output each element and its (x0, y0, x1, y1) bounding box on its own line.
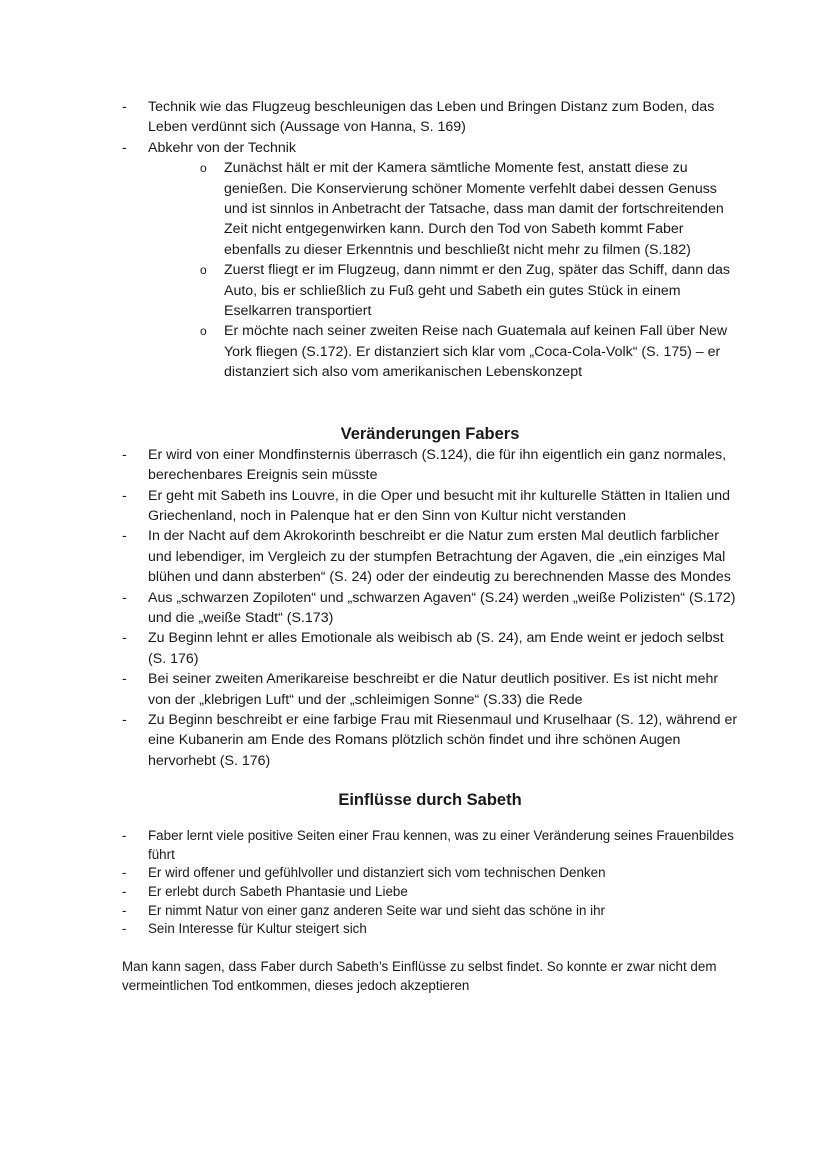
list-item: - Zu Beginn lehnt er alles Emotionale als weibisch ab (S. 24), am Ende weint er jedoch selbst (S. 176) (122, 628, 738, 669)
list-item-label: Abkehr von der Technik (148, 139, 297, 156)
technik-list (122, 97, 738, 383)
list-item: - Sein Interesse für Kultur steigert sich (122, 920, 738, 939)
list-item: - Er nimmt Natur von einer ganz anderen Seite war und sieht das schöne in ihr (122, 902, 738, 921)
technik-sublist (148, 158, 738, 382)
list-item (122, 138, 738, 383)
list-item: - Bei seiner zweiten Amerikareise beschreibt er die Natur deutlich positiver. Es ist nicht mehr von der „klebrigen Luft“ und der „schleimigen Sonne“ (S.33) die Rede (122, 669, 738, 710)
list-item: - In der Nacht auf dem Akrokorinth beschreibt er die Natur zum ersten Mal deutlich farblicher und lebendiger, im Vergleich zu der stumpfen Betrachtung der Agaven, die „ein einziges Mal blühen und dann absterben“ (S. 24) oder der eindeutig zu berechnenden Masse des Mondes (122, 526, 738, 587)
einfluesse-list (122, 827, 738, 939)
heading-veraenderungen: Veränderungen Fabers (340, 424, 520, 443)
veraenderungen-list (122, 445, 738, 772)
heading-einfluesse: Einflüsse durch Sabeth (338, 791, 522, 810)
sub-list-item: o Zunächst hält er mit der Kamera sämtliche Momente fest, anstatt diese zu genießen. Die Konservierung schöner Momente verfehlt dabei dessen Genuss und ist sinnlos in Anbetracht der Tatsache, dass man damit der fortschreitenden Zeit nicht entgegenwirken kann. Durch den Tod von Sabeth kommt Faber ebenfalls zu dieser Erkenntnis und beschließt nicht mehr zu filmen (S.182) (198, 158, 738, 260)
list-item: - Technik wie das Flugzeug beschleunigen das Leben und Bringen Distanz zum Boden, das Leben verdünnt sich (Aussage von Hanna, S. 169) (122, 97, 738, 138)
conclusion-paragraph: Man kann sagen, dass Faber durch Sabeth’s Einflüsse zu selbst findet. So konnte er zwar nicht dem vermeintlichen Tod entkommen, dieses jedoch akzeptieren (122, 958, 717, 994)
list-item: - Er wird offener und gefühlvoller und distanziert sich vom technischen Denken (122, 864, 738, 883)
list-item: - Faber lernt viele positive Seiten einer Frau kennen, was zu einer Veränderung seines Frauenbildes führt (122, 827, 738, 864)
list-item: - Er erlebt durch Sabeth Phantasie und Liebe (122, 883, 738, 902)
list-item: - Er wird von einer Mondfinsternis überrasch (S.124), die für ihn eigentlich ein ganz normales, berechenbares Ereignis sein müsste (122, 445, 738, 486)
sub-list-item: o Zuerst fliegt er im Flugzeug, dann nimmt er den Zug, später das Schiff, dann das Auto, bis er schließlich zu Fuß geht und Sabeth ein gutes Stück in einem Eselkarren transportiert (198, 260, 738, 321)
list-item: - Er geht mit Sabeth ins Louvre, in die Oper und besucht mit ihr kulturelle Stätten in Italien und Griechenland, noch in Palenque hat er den Sinn von Kultur nicht verstanden (122, 486, 738, 527)
sub-list-item: o Er möchte nach seiner zweiten Reise nach Guatemala auf keinen Fall über New York fliegen (S.172). Er distanziert sich klar vom „Coca-Cola-Volk“ (S. 175) – er distanziert sich also vom amerikanischen Lebenskonzept (198, 321, 738, 382)
list-item: - Zu Beginn beschreibt er eine farbige Frau mit Riesenmaul und Kruselhaar (S. 12), während er eine Kubanerin am Ende des Romans plötzlich schön findet und ihre schönen Augen hervorhebt (S. 176) (122, 710, 738, 771)
list-item: - Aus „schwarzen Zopiloten“ und „schwarzen Agaven“ (S.24) werden „weiße Polizisten“ (S.172) und die „weiße Stadt“ (S.173) (122, 588, 738, 629)
